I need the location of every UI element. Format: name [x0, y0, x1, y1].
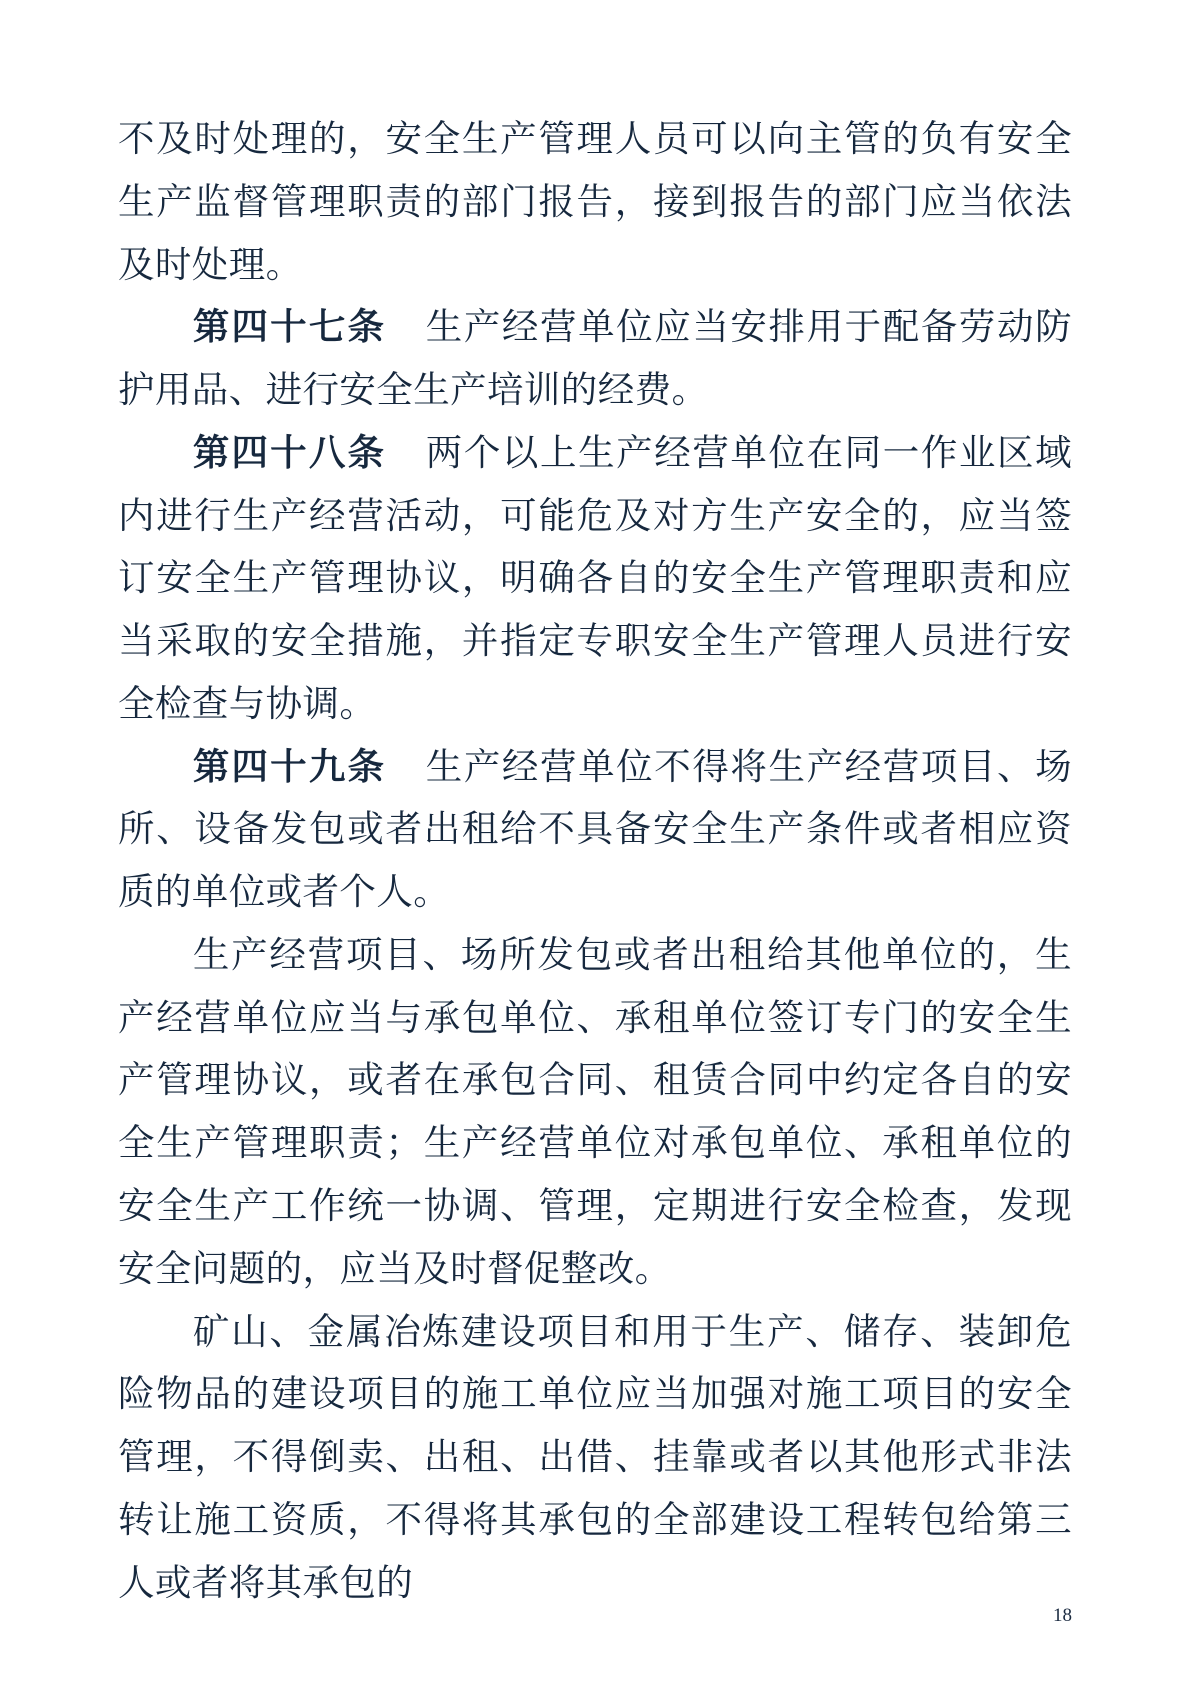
paragraph-text: 两个以上生产经营单位在同一作业区域内进行生产经营活动，可能危及对方生产安全的，应当签订安全生产管理协议，明确各自的安全生产管理职责和应当采取的安全措施，并指定专职安全生产管理人员进行安全检查与协调。 — [118, 430, 1073, 725]
paragraph-text: 不及时处理的，安全生产管理人员可以向主管的负有安全生产监督管理职责的部门报告，接到报告的部门应当依法及时处理。 — [118, 117, 1072, 286]
paragraph-continuation — [118, 108, 1072, 296]
paragraph-text: 生产经营单位应当安排用于配备劳动防护用品、进行安全生产培训的经费。 — [118, 305, 1073, 412]
paragraph-article-49-clause-3 — [118, 1301, 1072, 1615]
document-body — [118, 108, 1072, 1614]
article-label-48: 第四十八条 — [192, 430, 387, 474]
article-label-47: 第四十七条 — [192, 305, 387, 349]
paragraph-article-48 — [118, 422, 1072, 736]
paragraph-text: 生产经营项目、场所发包或者出租给其他单位的，生产经营单位应当与承包单位、承租单位签订专门的安全生产管理协议，或者在承包合同、租赁合同中约定各自的安全生产管理职责；生产经营单位对承包单位、承租单位的安全生产工作统一协调、管理，定期进行安全检查，发现安全问题的，应当及时督促整改。 — [118, 932, 1072, 1290]
article-label-49: 第四十九条 — [192, 744, 387, 788]
paragraph-text: 矿山、金属冶炼建设项目和用于生产、储存、装卸危险物品的建设项目的施工单位应当加强对施工项目的安全管理，不得倒卖、出租、出借、挂靠或者以其他形式非法转让施工资质，不得将其承包的全部建设工程转包给第三人或者将其承包的 — [118, 1309, 1072, 1604]
paragraph-article-49 — [118, 736, 1072, 924]
paragraph-text: 生产经营单位不得将生产经营项目、场所、设备发包或者出租给不具备安全生产条件或者相应资质的单位或者个人。 — [118, 744, 1073, 914]
paragraph-article-49-clause-2 — [118, 924, 1072, 1301]
paragraph-article-47 — [118, 296, 1072, 422]
page-number: 18 — [1053, 1605, 1072, 1626]
